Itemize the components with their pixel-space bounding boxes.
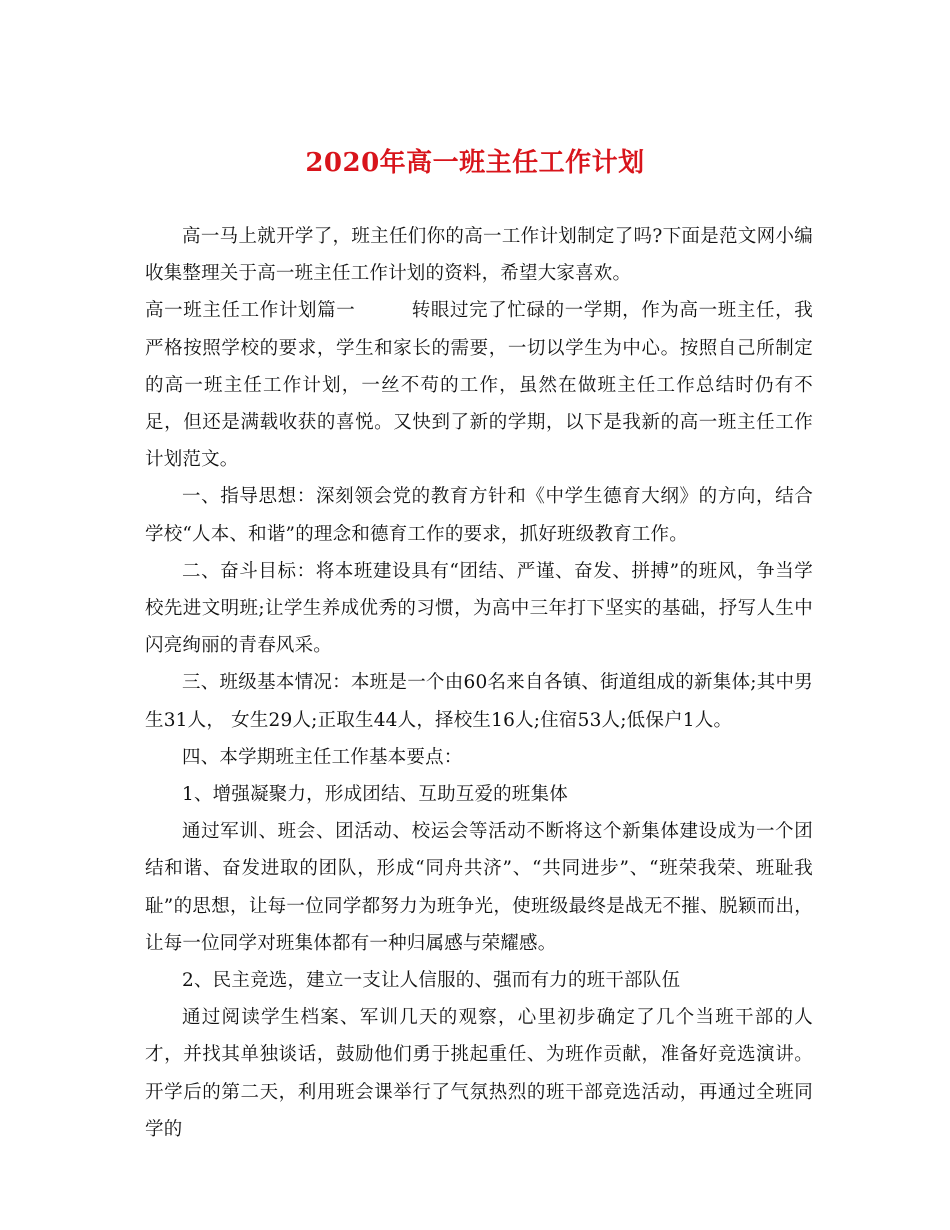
section-text: 转眼过完了忙碌的一学期，作为高一班主任，我严格按照学校的要求，学生和家长的需要，一切以学生为中心。按照自己所制定的高一班主任工作计划，一丝不苟的工作，虽然在做班主任工作总结时仍有不足，但还是满载收获的喜悦。又快到了新的学期，以下是我新的高一班主任工作计划范文。: [145, 300, 813, 471]
point-1-heading: 1、增强凝聚力，形成团结、互助互爱的班集体: [182, 784, 568, 806]
point-2-paragraph: 通过阅读学生档案、军训几天的观察，心里初步确定了几个当班干部的人才，并找其单独谈话，鼓励他们勇于挑起重任、为班作贡献，准备好竞选演讲。开学后的第二天，利用班会课举行了气氛热烈的班干部竞选活动，再通过全班同学的: [145, 1007, 813, 1140]
document-title: 2020年高一班主任工作计划: [305, 148, 645, 178]
point-2-heading: 2、民主竞选，建立一支让人信服的、强而有力的班干部队伍: [182, 970, 681, 992]
section-heading: 高一班主任工作计划篇一: [145, 300, 356, 322]
key-points-heading: 四、本学期班主任工作基本要点：: [182, 746, 463, 768]
goal-paragraph: 二、奋斗目标：将本班建设具有“团结、严谨、奋发、拼搏”的班风，争当学校先进文明班;让学生养成优秀的习惯，为高中三年打下坚实的基础，抒写人生中闪亮绚丽的青春风采。: [145, 560, 813, 657]
class-situation-paragraph: 三、班级基本情况：本班是一个由60名来自各镇、街道组成的新集体;其中男生31人， 女生29人;正取生44人，择校生16人;住宿53人;低保户1人。: [145, 672, 813, 731]
section-paragraph: [145, 292, 813, 478]
intro-paragraph: 高一马上就开学了，班主任们你的高一工作计划制定了吗?下面是范文网小编收集整理关于高一班主任工作计划的资料，希望大家喜欢。: [145, 226, 813, 285]
document-body: [145, 218, 813, 1148]
guiding-ideology-paragraph: 一、指导思想：深刻领会党的教育方针和《中学生德育大纲》的方向，结合学校“人本、和谐”的理念和德育工作的要求，抓好班级教育工作。: [145, 486, 813, 545]
point-1-paragraph: 通过军训、班会、团活动、校运会等活动不断将这个新集体建设成为一个团结和谐、奋发进取的团队，形成“同舟共济”、“共同进步”、“班荣我荣、班耻我耻”的思想，让每一位同学都努力为班争光，使班级最终是战无不摧、脱颖而出，让每一位同学对班集体都有一种归属感与荣耀感。: [145, 821, 813, 954]
